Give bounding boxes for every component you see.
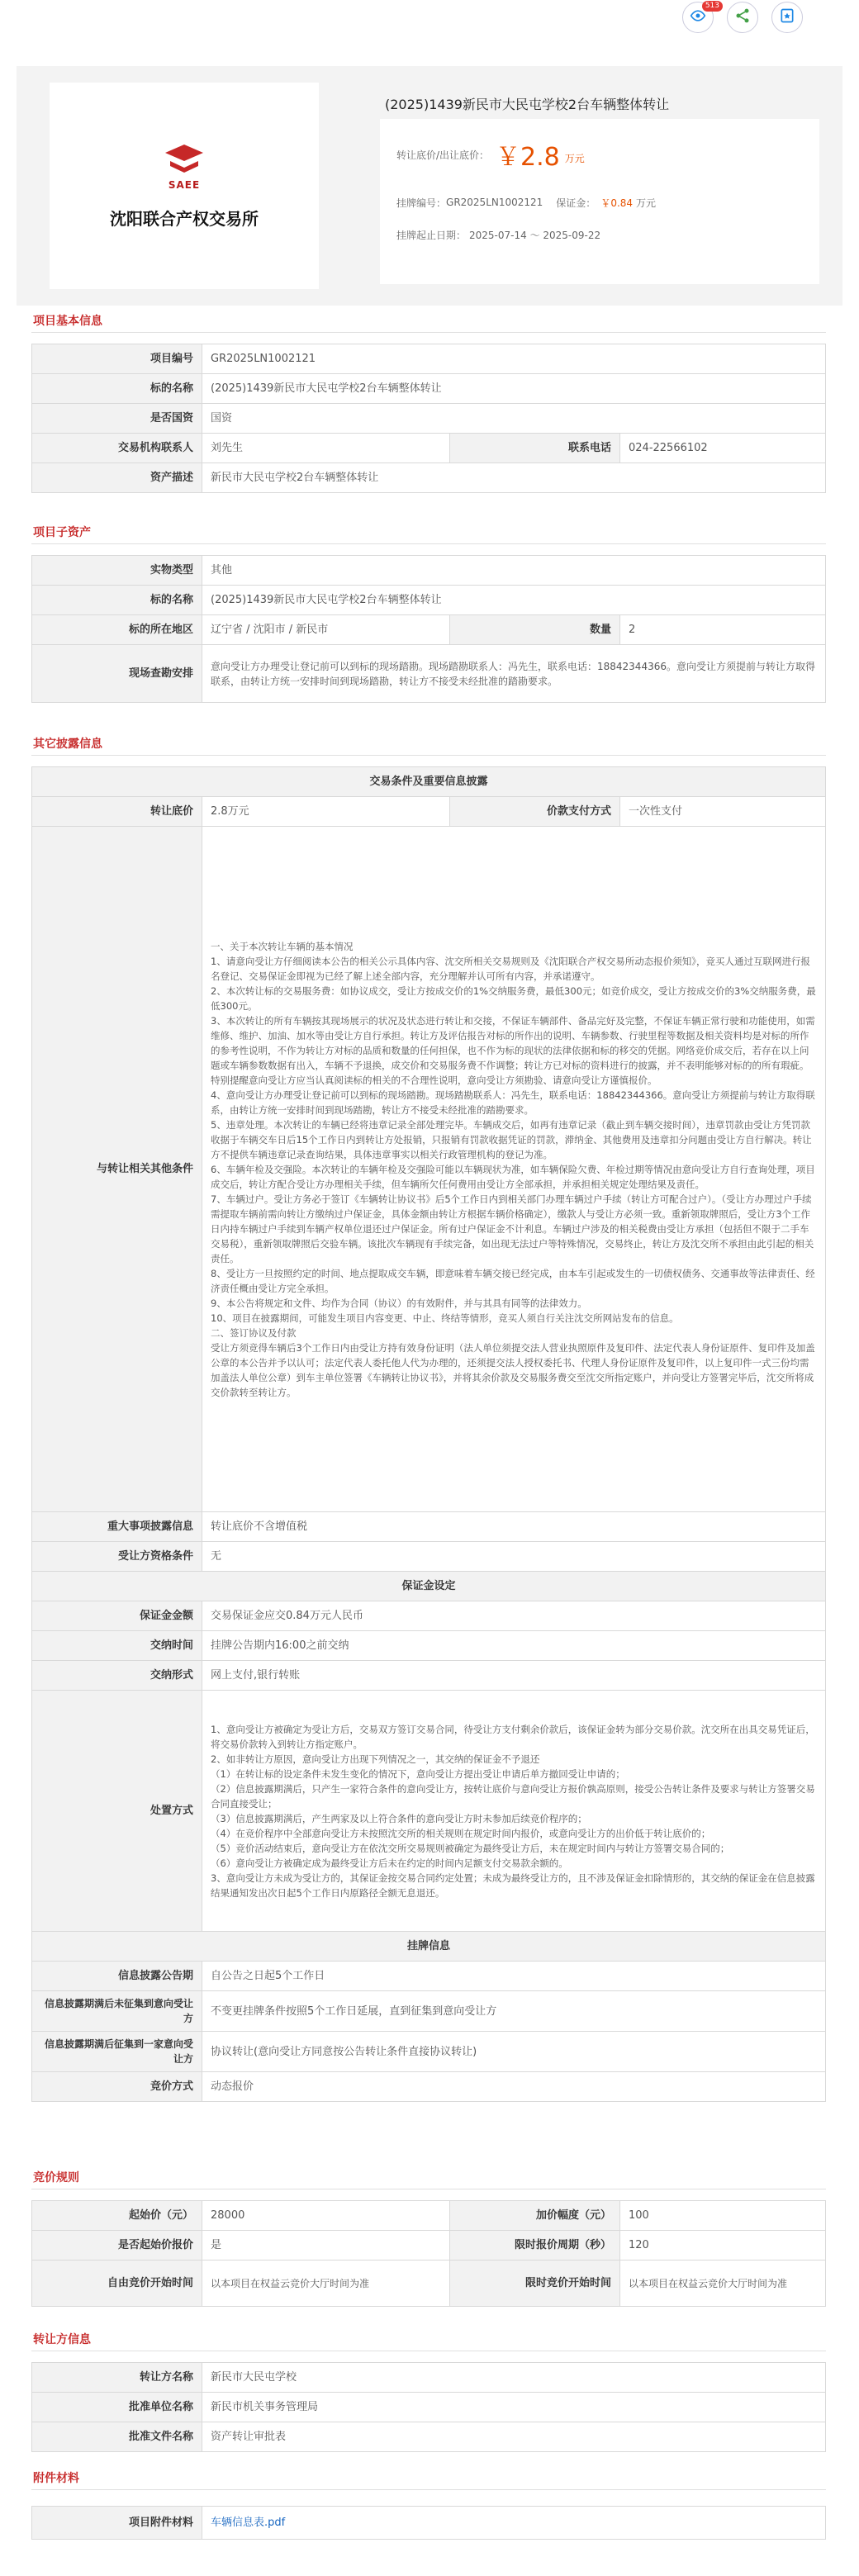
price-unit: 万元: [564, 152, 585, 164]
announcement-period-value: 自公告之日起5个工作日: [202, 1962, 826, 1991]
attachments-table: [31, 2506, 826, 2540]
base-price-value: 2.8万元: [202, 797, 450, 827]
transfer-conditions-value: 一、关于本次转让车辆的基本情况 1、请意向受让方仔细阅读本公告的相关公示具体内容、沈交所相关交易规则及《沈阳联合产权交易所动态报价须知》，竞买人通过互联网进行报名登记、交易保证金即视为已经了解上述全部内容，充分理解并认可所有内容，并承诺遵守。 2、本次转让标的交易服务费：如协议成交，受让方按成交价的1%交纳服务费，最低300元；如竞价成交，受让方按成交价的3%交纳服务费，最低300元。 3、本次转让的所有车辆按其现场展示的状况及状态进行转让和交接，不保证车辆部件、备品完好及完整，不保证车辆正常行驶和功能使用，如需维修、维护、加油、加水等由受让方自行承担。转让方及评估报告对标的所作出的说明、车辆参数、行驶里程等数据及相关资料均是对标的所作的参考性说明，不作为转让方对标的品质和数量的任何担保，也不作为标的现状的法律依据和标的移交的凭据。网络竞价成交后，若存在以上问题或车辆参数数据有出入，车辆不予退换，成交价和交易服务费不作调整；转让方已对标的资料进行的披露，并不表明能够对标的的所有瑕疵。特别提醒意向受让方应当认真阅读标的相关的不合理性说明，意向受让方须勘验、请意向受让方谨慎报价。 4、意向受让方办理受让登记前可以到标的现场踏勘。现场踏勘联系人：冯先生，联系电话：18842344366。意向受让方须提前与转让方取得联系，由转让方统一安排时间到现场踏勘，转让方不接受未经批准的踏勘要求。 5、违章处理。本次转让的车辆已经将违章记录全部处理完毕。车辆成交后，如再有违章记录（截止到车辆交接时间），违章罚款由受让方凭罚款收据于车辆交车日后15个工作日内到转让方处报销，只报销有罚款收据凭证的罚款，滞纳金、其他费用及违章扣分问题由受让方自行解决。转让方不提供车辆违章记录查询结果，具体违章事实以相关行政管理机构的登记为准。 6、车辆年检及交强险。本次转让的车辆年检及交强险可能以车辆现状为准，如车辆保险欠费、年检过期等情况由意向受让方自行查询处理，项目成交后，转让方配合受让方办理相关手续，但车辆所欠任何费用由受让方全部承担，并承担相关规定处理结果及责任。 7、车辆过户。受让方务必于签订《车辆转让协议书》后5个工作日内到相关部门办理车辆过户手续（转让方可配合过户）。（受让方办理过户手续需提取车辆前需向转让方缴纳过户保证金，具体金额由转让方根据车辆价格确定），缴款人与受让方必须一致。重新领取牌照后，受让方3个工作日内持车辆过户手续到车辆产权单位退还过户保证金。所有过户保证金不计利息。车辆过户涉及的相关税费由受让方承担（包括但不限于二手车交易税），重新领取牌照后交验车辆。该批次车辆现有手续完备，如出现无法过户等特殊情况，交易终止，转让方及沈交所不承担由此引起的相关责任。 8、受让方一旦按照约定的时间、地点提取成交车辆，即意味着车辆交接已经完成，由本车引起或发生的一切债权债务、交通事故等法律责任、经济责任概由受让方完全承担。 9、本公告将规定和文件、均作为合同（协议）的有效附件，并与其具有同等的法律效力。 10、项目在披露期间，可能发生项目内容变更、中止、终结等情形，竞买人须自行关注沈交所网站发布的信息。 二、签订协议及付款 受让方须竞得车辆后3个工作日内由受让方持有效身份证明（法人单位须提交法人营业执照原件及复印件、法定代表人身份证原件、复印件及加盖公章的本公告并予以认可；法定代表人委托他人代为办理的，还须提交法人授权委托书、代理人身份证原件及复印件，以上复印件一式三份均需加盖法人单位公章）到车主单位签署《车辆转让协议书》，并将其余价款及交易服务费交至沈交所指定账户，并向受让方签署完毕后，沈交所将成交价款转至转让方。: [202, 827, 826, 1512]
asset-name-value: (2025)1439新民市大民屯学校2台车辆整体转让: [202, 374, 826, 404]
deposit-label: 保证金：: [556, 197, 596, 209]
price-label: 转让底价/出让底价：: [396, 149, 490, 161]
section-divider: [31, 755, 826, 756]
asset-location-value: 辽宁省 / 沈阳市 / 新民市: [202, 615, 450, 645]
view-count-badge: 513: [702, 1, 723, 12]
field-label: 竞价方式: [32, 2072, 202, 2102]
price-value: ￥2.8: [496, 143, 560, 172]
field-label: 信息披露期满后未征集到意向受让方: [32, 1991, 202, 2032]
section-title-bidding-rules: 竞价规则: [33, 2171, 79, 2185]
field-label: 限时报价周期（秒）: [450, 2231, 620, 2261]
timed-period-value: 120: [620, 2231, 826, 2261]
section-title-other-disclosure: 其它披露信息: [33, 738, 102, 751]
deposit-header: 保证金设定: [32, 1572, 826, 1601]
field-label: 保证金金额: [32, 1601, 202, 1631]
disclosure-header: 交易条件及重要信息披露: [32, 767, 826, 797]
transferor-name-value: 新民市大民屯学校: [202, 2363, 826, 2393]
deposit-value: ￥0.84: [600, 197, 634, 209]
section-title-attachments: 附件材料: [33, 2472, 79, 2485]
asset-quantity-value: 2: [620, 615, 826, 645]
sub-assets-table: [31, 555, 826, 703]
field-label: 资产描述: [32, 463, 202, 493]
field-label: 项目附件材料: [32, 2507, 202, 2540]
asset-name-value: (2025)1439新民市大民屯学校2台车辆整体转让: [202, 586, 826, 615]
site-inspection-value: 意向受让方办理受让登记前可以到标的现场踏勘。现场踏勘联系人：冯先生，联系电话：18842344366。意向受让方须提前与转让方取得联系，由转让方统一安排时间到现场踏勘，转让方不接受未经批准的踏勘要求。: [202, 645, 826, 703]
deposit-form-value: 网上支付,银行转账: [202, 1661, 826, 1691]
field-label: 自由竞价开始时间: [32, 2261, 202, 2307]
field-label: 起始价（元）: [32, 2201, 202, 2231]
no-buyer-handling-value: 不变更挂牌条件按照5个工作日延展，直到征集到意向受让方: [202, 1991, 826, 2032]
field-label: 价款支付方式: [450, 797, 620, 827]
timed-bid-start-value: 以本项目在权益云竞价大厅时间为准: [620, 2261, 826, 2307]
deposit-unit: 万元: [636, 197, 657, 209]
deposit-amount-value: 交易保证金应交0.84万元人民币: [202, 1601, 826, 1631]
field-label: 交纳时间: [32, 1631, 202, 1661]
payment-method-value: 一次性支付: [620, 797, 826, 827]
section-divider: [31, 543, 826, 544]
bidding-method-value: 动态报价: [202, 2072, 826, 2102]
contact-person-value: 刘先生: [202, 434, 450, 463]
asset-type-value: 其他: [202, 556, 826, 586]
code-label: 挂牌编号：: [396, 197, 447, 209]
view-count-button[interactable]: [682, 2, 719, 33]
basic-info-table: [31, 344, 826, 493]
field-label: 是否国资: [32, 404, 202, 434]
contact-phone-value: 024-22566102: [620, 434, 826, 463]
section-divider: [31, 332, 826, 333]
increment-value: 100: [620, 2201, 826, 2231]
deposit-handling-value: 1、意向受让方被确定为受让方后，交易双方签订交易合同，待受让方支付剩余价款后，该保证金转为部分交易价款。沈交所在出具交易凭证后，将交易价款转入到转让方指定账户。 2、如非转让方原因，意向受让方出现下列情况之一，其交纳的保证金不予退还 （1）在转让标的设定条件未发生变化的情况下，意向受让方提出受让申请后单方撤回受让申请的； （2）信息披露期满后，只产生一家符合条件的意向受让方，按转让底价与意向受让方报价孰高原则，接受公告转让条件及要求与转让方签署交易合同直接受让； （3）信息披露期满后，产生两家及以上符合条件的意向受让方时未参加后续竞价程序的； （4）在竞价程序中全部意向受让方未按照沈交所的相关规则在规定时间内报价，或意向受让方的出价低于转让底价的； （5）竞价活动结束后，意向受让方在依沈交所交易规则被确定为最终受让方后，未在规定时间内与转让方签署交易合同的； （6）意向受让方被确定成为最终受让方后未在约定的时间内足额支付交易款余额的。 3、意向受让方未成为受让方的，其保证金按交易合同约定处置；未成为最终受让方的，且不涉及保证金扣除情形的，其交纳的保证金在信息披露结果通知发出次日起5个工作日内原路径全额无息退还。: [202, 1691, 826, 1932]
logo-brand-text: SAEE: [168, 178, 201, 191]
field-label: 标的所在地区: [32, 615, 202, 645]
exchange-logo: [50, 83, 319, 289]
period-row: [396, 215, 803, 254]
field-label: 与转让相关其他条件: [32, 827, 202, 1512]
top-toolbar: [0, 0, 859, 36]
price-panel: [380, 119, 819, 284]
start-price-value: 28000: [202, 2201, 450, 2231]
section-title-sub-assets: 项目子资产: [33, 526, 91, 539]
field-label: 信息披露期满后征集到一家意向受让方: [32, 2032, 202, 2072]
saee-logo-icon: [162, 143, 206, 176]
favorite-button[interactable]: [771, 2, 803, 33]
favorite-icon: [779, 7, 795, 27]
free-bid-start-value: 以本项目在权益云竞价大厅时间为准: [202, 2261, 450, 2307]
field-label: 项目编号: [32, 344, 202, 374]
field-label: 加价幅度（元）: [450, 2201, 620, 2231]
approval-document-value: 资产转让审批表: [202, 2422, 826, 2452]
price-row: [396, 119, 803, 190]
section-title-transferor: 转让方信息: [33, 2333, 91, 2346]
bidding-rules-table: [31, 2200, 826, 2307]
field-label: 处置方式: [32, 1691, 202, 1932]
project-header: [17, 66, 842, 306]
major-matters-value: 转让底价不含增值税: [202, 1512, 826, 1542]
field-label: 受让方资格条件: [32, 1542, 202, 1572]
buyer-qualification-value: 无: [202, 1542, 826, 1572]
attachment-file-link[interactable]: 车辆信息表.pdf: [211, 2517, 286, 2529]
project-title: (2025)1439新民市大民屯学校2台车辆整体转让: [385, 97, 670, 112]
field-label: 标的名称: [32, 374, 202, 404]
logo-exchange-name: 沈阳联合产权交易所: [110, 208, 259, 229]
deposit-time-value: 挂牌公告期内16:00之前交纳: [202, 1631, 826, 1661]
field-label: 批准单位名称: [32, 2393, 202, 2422]
project-code-value: GR2025LN1002121: [202, 344, 826, 374]
listing-header: 挂牌信息: [32, 1932, 826, 1962]
start-price-bid-value: 是: [202, 2231, 450, 2261]
field-label: 数量: [450, 615, 620, 645]
single-buyer-handling-value: 协议转让(意向受让方同意按公告转让条件直接协议转让): [202, 2032, 826, 2072]
state-owned-value: 国资: [202, 404, 826, 434]
transferor-table: [31, 2362, 826, 2452]
field-label: 限时竞价开始时间: [450, 2261, 620, 2307]
field-label: 现场查勘安排: [32, 645, 202, 703]
field-label: 是否起始价报价: [32, 2231, 202, 2261]
section-title-basic: 项目基本信息: [33, 315, 102, 328]
share-icon: [734, 7, 751, 27]
period-label: 挂牌起止日期：: [396, 229, 467, 241]
approval-agency-value: 新民市机关事务管理局: [202, 2393, 826, 2422]
disclosure-table: [31, 766, 826, 2102]
field-label: 重大事项披露信息: [32, 1512, 202, 1542]
field-label: 联系电话: [450, 434, 620, 463]
field-label: 批准文件名称: [32, 2422, 202, 2452]
code-row: [396, 190, 803, 215]
field-label: 实物类型: [32, 556, 202, 586]
asset-description-value: 新民市大民屯学校2台车辆整体转让: [202, 463, 826, 493]
field-label: 转让方名称: [32, 2363, 202, 2393]
field-label: 标的名称: [32, 586, 202, 615]
period-value: 2025-07-14 ～ 2025-09-22: [469, 229, 601, 241]
field-label: 信息披露公告期: [32, 1962, 202, 1991]
code-value: GR2025LN1002121: [446, 197, 543, 208]
section-divider: [31, 2489, 826, 2490]
field-label: 交易机构联系人: [32, 434, 202, 463]
field-label: 转让底价: [32, 797, 202, 827]
share-button[interactable]: [727, 2, 758, 33]
field-label: 交纳形式: [32, 1661, 202, 1691]
